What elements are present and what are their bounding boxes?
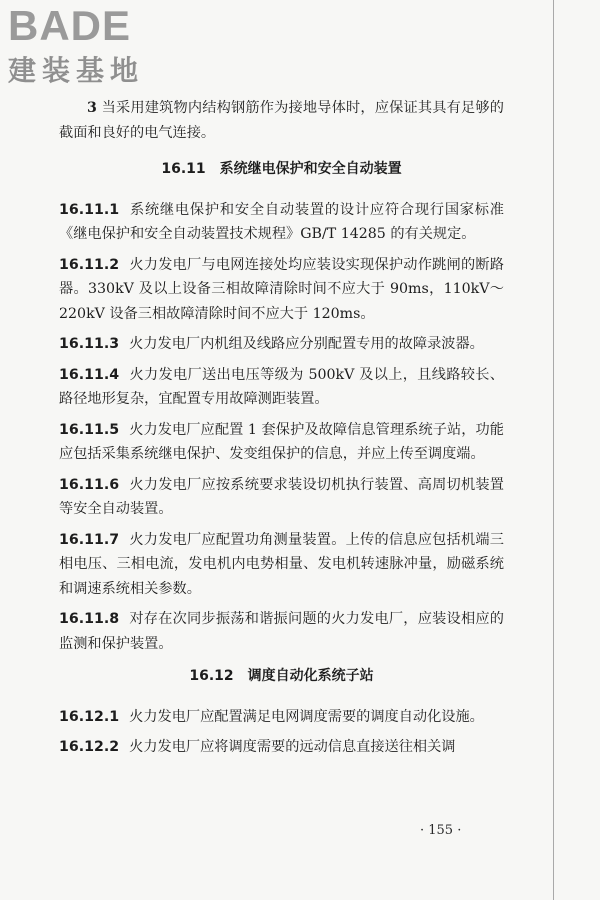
document-body	[59, 96, 504, 766]
clause-number: 16.11.8	[59, 611, 120, 627]
clause-16-11-6	[59, 473, 504, 522]
section-16-11-title: 16.11 系统继电保护和安全自动装置	[161, 161, 402, 177]
clause-text: 火力发电厂与电网连接处均应装设实现保护动作跳闸的断路器。330kV 及以上设备三相故障清除时间不应大于 90ms，110kV～220kV 设备三相故障清除时间不应大于 120ms。	[59, 256, 504, 322]
clause-text: 火力发电厂应配置功角测量装置。上传的信息应包括机端三相电压、三相电流，发电机内电势相量、发电机转速脉冲量，励磁系统和调速系统相关参数。	[59, 531, 504, 597]
intro-text: 当采用建筑物内结构钢筋作为接地导体时，应保证其具有足够的截面和良好的电气连接。	[59, 100, 504, 141]
clause-16-11-3	[59, 332, 504, 357]
clause-text: 火力发电厂应按系统要求装设切机执行装置、高周切机装置等安全自动装置。	[59, 476, 504, 517]
clause-number: 16.11.2	[59, 256, 120, 273]
clause-text: 火力发电厂送出电压等级为 500kV 及以上，且线路较长、路径地形复杂，宜配置专用故障测距装置。	[59, 366, 504, 407]
clause-text: 火力发电厂应配置 1 套保护及故障信息管理系统子站，功能应包括采集系统继电保护、发变组保护的信息，并应上传至调度端。	[59, 421, 504, 462]
clause-16-11-1	[59, 198, 504, 247]
clause-16-11-7	[59, 528, 504, 602]
section-16-12-title: 16.12 调度自动化系统子站	[189, 668, 374, 684]
clause-number: 16.11.4	[59, 366, 120, 383]
clause-number: 16.11.5	[59, 421, 120, 438]
page-edge-rule	[553, 0, 554, 900]
clause-number: 16.12.2	[59, 739, 120, 755]
logo-wordmark: BADE	[8, 2, 132, 49]
clause-number: 16.11.3	[59, 336, 120, 352]
clause-text: 火力发电厂应将调度需要的远动信息直接送往相关调	[129, 739, 456, 755]
clause-16-11-2	[59, 253, 504, 327]
clause-text: 系统继电保护和安全自动装置的设计应符合现行国家标准《继电保护和安全自动装置技术规程》GB/T 14285 的有关规定。	[59, 201, 504, 242]
clause-number: 16.11.6	[59, 476, 120, 493]
bade-logo	[8, 4, 178, 88]
clause-number: 16.11.1	[59, 201, 120, 218]
clause-number: 16.12.1	[59, 708, 120, 725]
clause-16-11-4	[59, 363, 504, 412]
clause-16-12-2	[59, 735, 504, 760]
clause-text: 对存在次同步振荡和谐振问题的火力发电厂，应装设相应的监测和保护装置。	[59, 611, 504, 652]
clause-16-11-5	[59, 418, 504, 467]
clause-text: 火力发电厂内机组及线路应分别配置专用的故障录波器。	[129, 336, 484, 352]
intro-item-number: 3	[87, 100, 97, 116]
page-number: · 155 ·	[420, 823, 462, 838]
intro-paragraph	[59, 96, 504, 145]
clause-number: 16.11.7	[59, 531, 120, 548]
clause-text: 火力发电厂应配置满足电网调度需要的调度自动化设施。	[129, 708, 484, 725]
logo-subtitle: 建装基地	[8, 54, 145, 87]
clause-16-12-1	[59, 705, 504, 730]
clause-16-11-8	[59, 607, 504, 656]
